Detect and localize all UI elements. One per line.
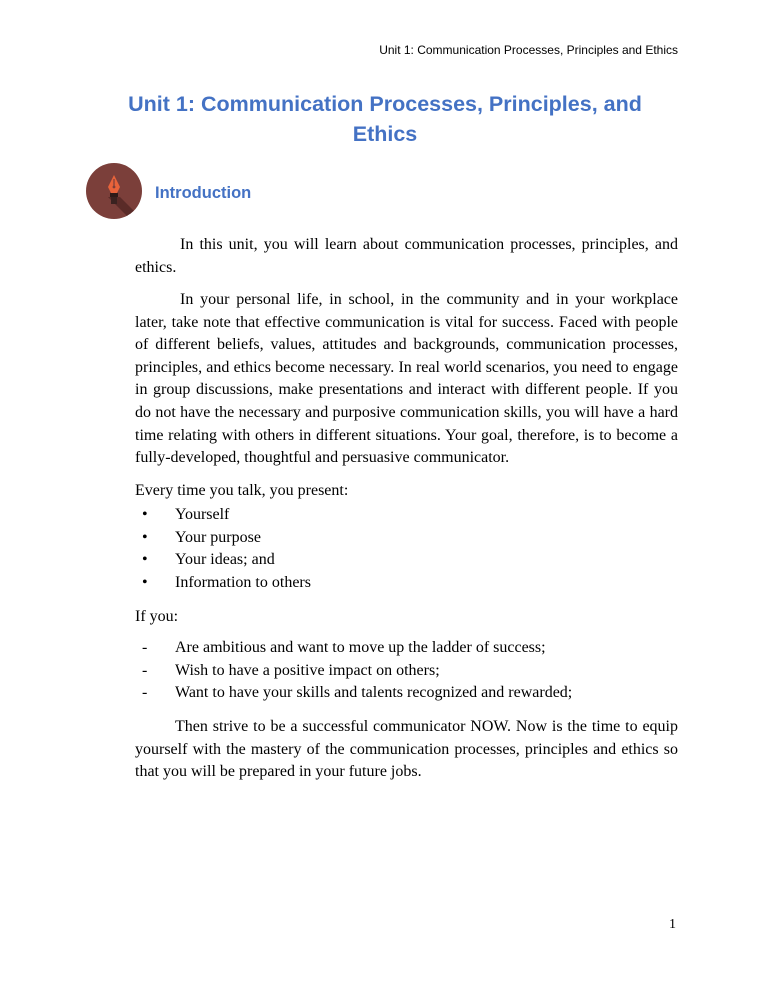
dash-icon: - xyxy=(142,684,148,702)
bullet-icon: • xyxy=(142,506,148,523)
section-heading-introduction: Introduction xyxy=(155,184,252,202)
bullet-icon: • xyxy=(142,573,148,591)
list-item: • Your ideas; and xyxy=(135,549,311,572)
unit-title-line2: Ethics xyxy=(352,122,418,146)
list-item: - Want to have your skills and talents recognized and rewarded; xyxy=(135,682,572,705)
unit-title-line1: Unit 1: Communication Processes, Principles, and xyxy=(128,92,642,116)
present-lead: Every time you talk, you present: xyxy=(135,482,349,499)
list-item: • Yourself xyxy=(135,504,311,527)
pen-nib-icon xyxy=(86,163,142,219)
dash-icon: - xyxy=(142,661,148,679)
closing-paragraph: Then strive to be a successful communicator NOW. Now is the time to equip yourself with the mastery of the communication processes, principles and ethics so that you will be prepared in your future jobs. xyxy=(135,718,678,781)
list-item: • Information to others xyxy=(135,572,311,595)
if-list xyxy=(135,637,572,705)
list-item: - Wish to have a positive impact on others; xyxy=(135,660,572,683)
intro-paragraph-2: In your personal life, in school, in the community and in your workplace later, take note that effective communication is vital for success. Faced with people of different beliefs, values, attitudes and backgrounds, communication processes, principles, and ethics become necessary. In real world scenarios, you need to engage in group discussions, make presentations and interact with different people. If you do not have the necessary and purposive communication skills, you will have a hard time relating with others in different situations. Your goal, therefore, is to become a fully-developed, thoughtful and persuasive communicator. xyxy=(135,291,678,467)
dash-icon: - xyxy=(142,639,148,656)
running-header: Unit 1: Communication Processes, Principles and Ethics xyxy=(379,43,678,57)
unit-title xyxy=(115,89,655,149)
list-item: • Your purpose xyxy=(135,527,311,550)
bullet-icon: • xyxy=(142,551,148,569)
intro-paragraph-1: In this unit, you will learn about communication processes, principles, and ethics. xyxy=(135,236,678,276)
list-item: - Are ambitious and want to move up the ladder of success; xyxy=(135,637,572,660)
bullet-icon: • xyxy=(142,528,148,546)
present-list xyxy=(135,504,311,594)
page-number: 1 xyxy=(669,917,676,932)
if-lead: If you: xyxy=(135,608,179,625)
